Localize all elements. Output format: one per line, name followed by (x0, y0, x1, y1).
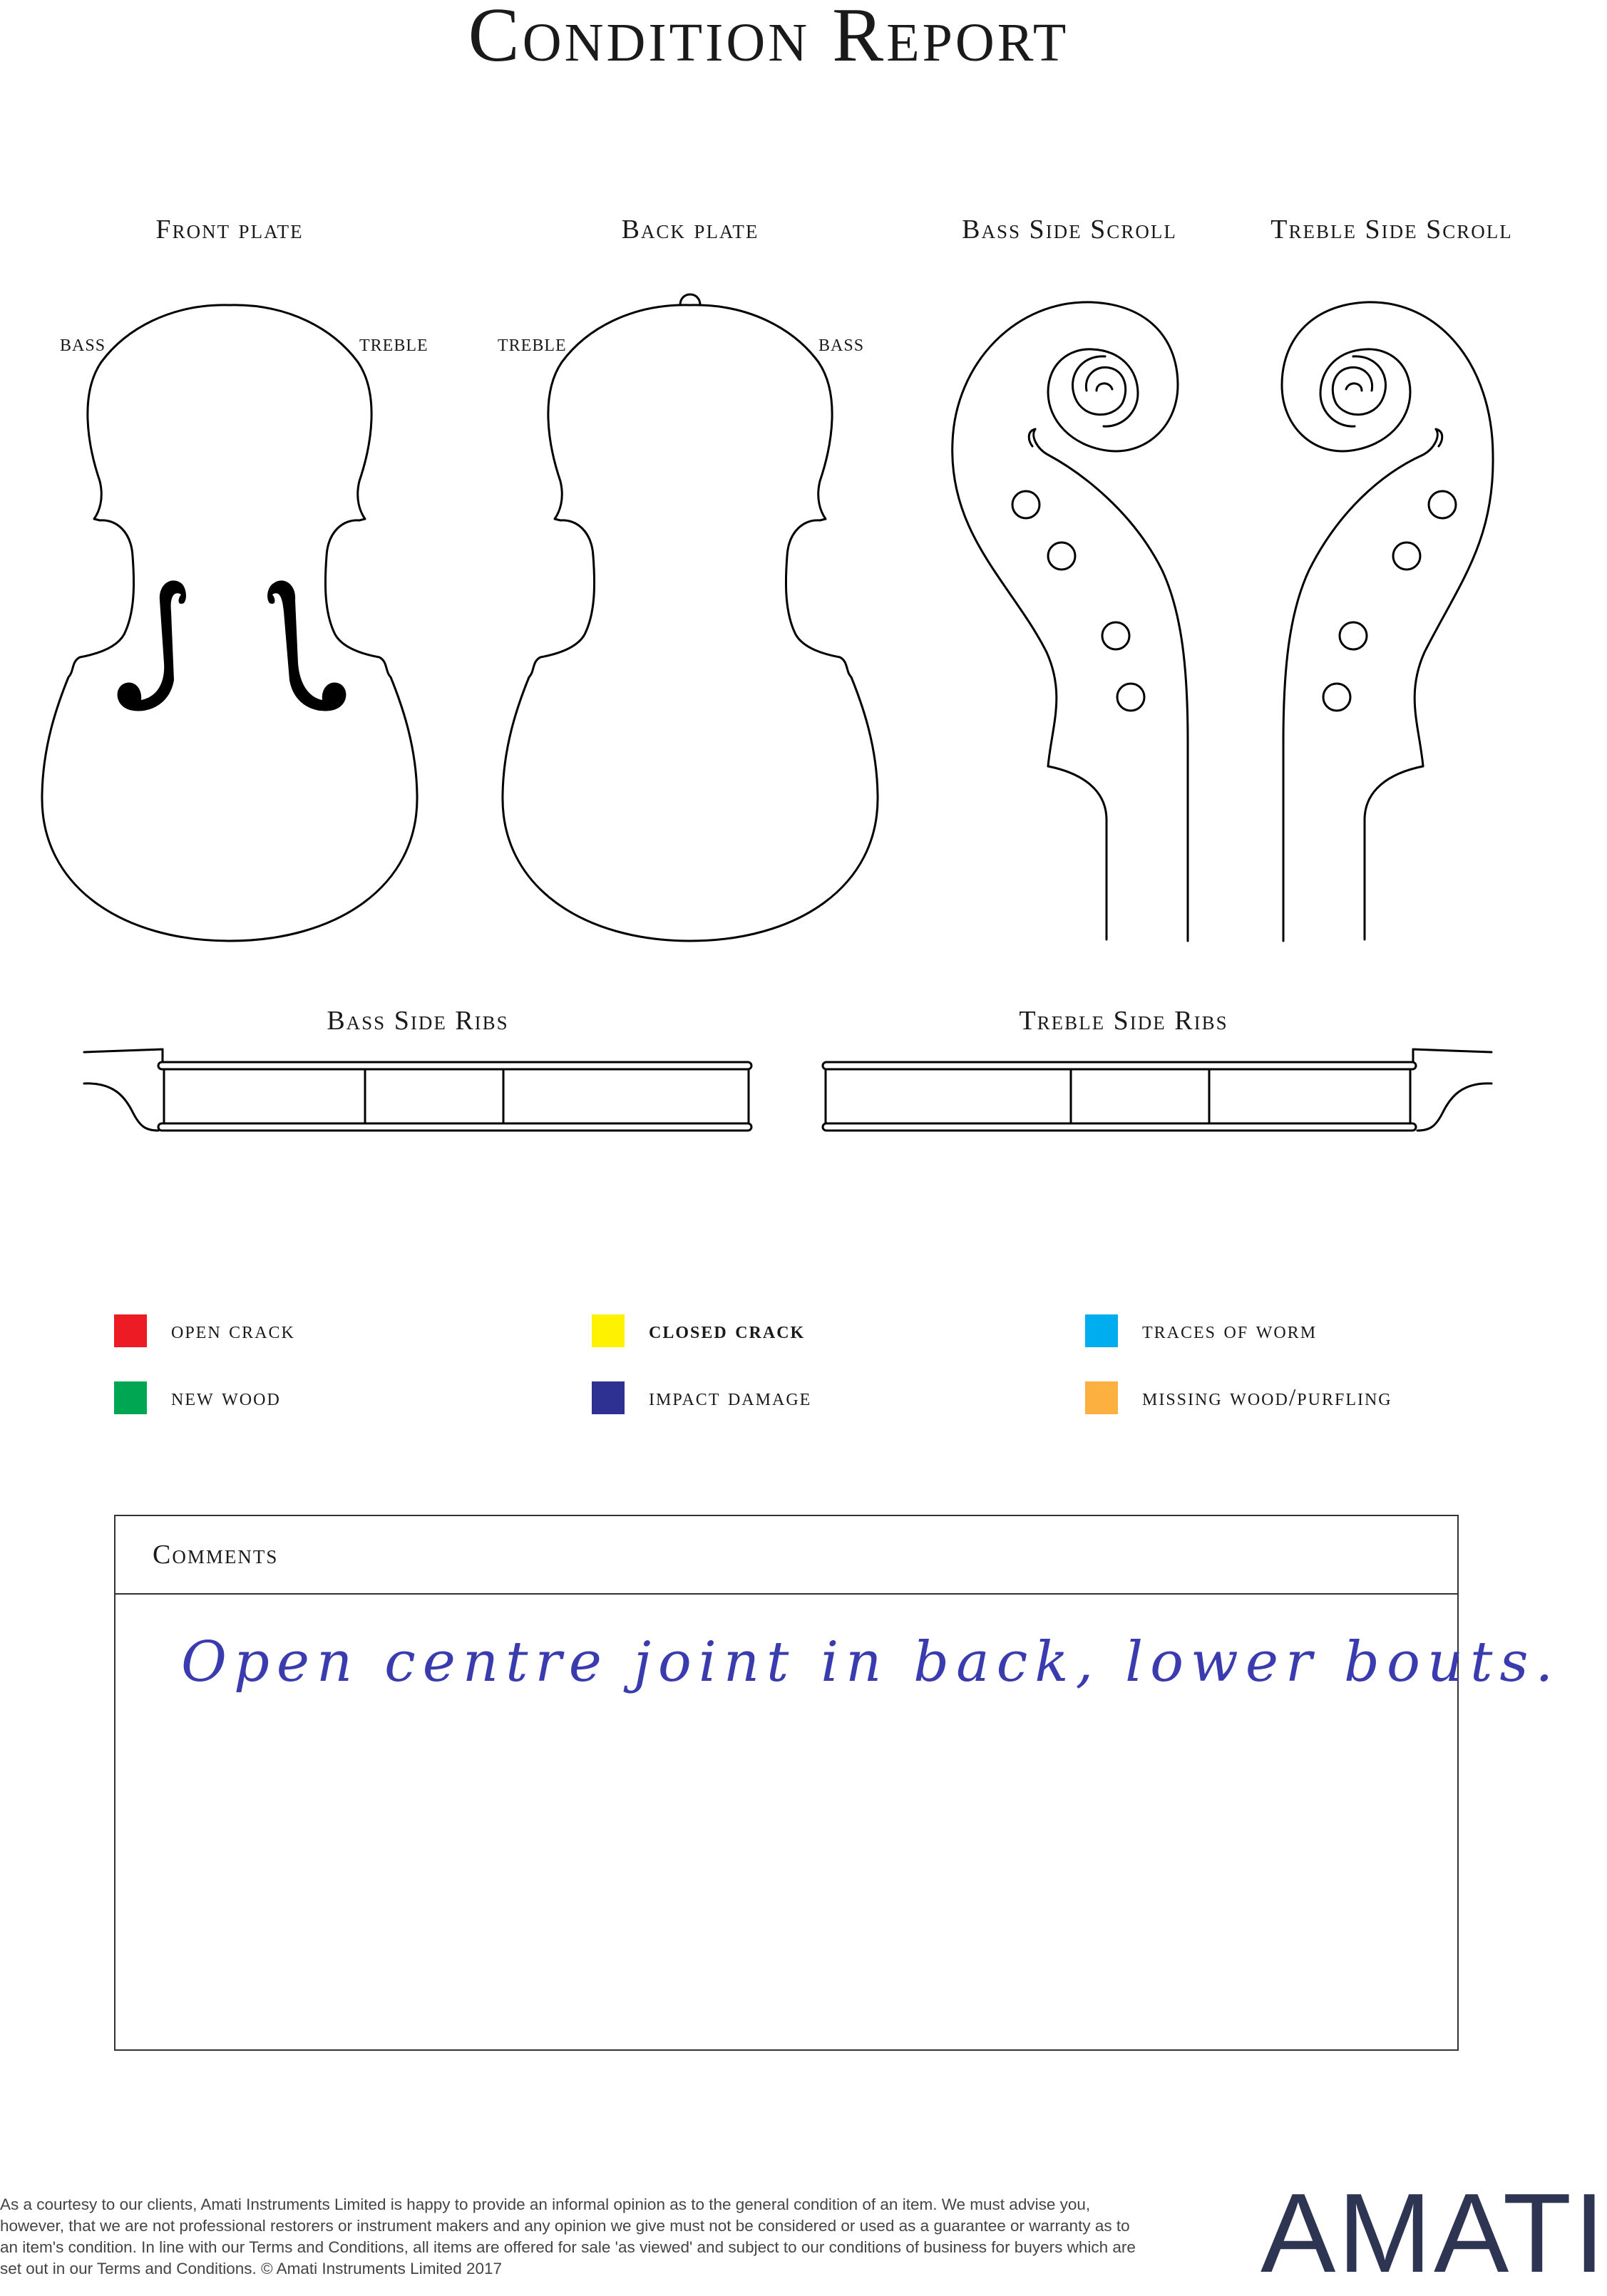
legend-item-new-wood (114, 1381, 281, 1414)
legend-item-open-crack (114, 1314, 295, 1347)
heading-back-plate: Back plate (621, 215, 759, 244)
treble-side-scroll-drawing (1282, 302, 1493, 941)
bass-side-ribs-drawing (84, 1049, 751, 1131)
legend-item-missing-wood-purfling (1085, 1381, 1392, 1414)
legend-swatch-missing-wood-purfling (1085, 1381, 1118, 1414)
back-plate-outline (503, 305, 878, 941)
legend-label-closed-crack: closed crack (649, 1317, 806, 1344)
comments-text[interactable]: Open centre joint in back, lower bouts. (181, 1630, 1561, 1694)
legend-label-open-crack: open crack (171, 1317, 295, 1344)
heading-treble-side-scroll: Treble Side Scroll (1270, 215, 1513, 244)
front-plate-outline (42, 305, 417, 941)
front-plate-left-label: BASS (60, 336, 106, 355)
legend-swatch-new-wood (114, 1381, 147, 1414)
f-holes (118, 580, 346, 711)
page-title: Condition Report (468, 0, 1069, 78)
legend-swatch-traces-of-worm (1085, 1314, 1118, 1347)
comments-box (114, 1515, 1561, 2051)
legend-label-impact-damage: impact damage (649, 1384, 812, 1411)
disclaimer-text: As a courtesy to our clients, Amati Instruments Limited is happy to provide an informal opinion as to the general condition of an item. We must advise you, however, that we are not professional restorers or instrument makers and any opinion we give must not be considered or used as a guarantee or warranty as to an item's condition. In line with our Terms and Conditions, all items are offered for sale 'as viewed' and subject to our conditions of business for buyers which are set out in our Terms and Conditions. © Amati Instruments Limited 2017 (0, 2195, 1136, 2277)
legend-item-impact-damage (592, 1381, 811, 1414)
heading-bass-side-ribs: Bass Side Ribs (327, 1006, 509, 1036)
bass-side-scroll-drawing (953, 302, 1188, 941)
legend-label-new-wood: new wood (171, 1384, 281, 1411)
f-hole-treble (267, 580, 346, 711)
heading-treble-side-ribs: Treble Side Ribs (1019, 1006, 1228, 1036)
legend-swatch-impact-damage (592, 1381, 625, 1414)
heading-front-plate: Front plate (155, 215, 304, 244)
back-plate-left-label: TREBLE (498, 336, 567, 355)
back-plate-button (680, 294, 700, 305)
f-hole-bass (118, 580, 186, 711)
violin-diagrams (0, 0, 1537, 1155)
legend-item-traces-of-worm (1085, 1314, 1317, 1347)
comments-heading: Comments (115, 1516, 1457, 1595)
legend-swatch-closed-crack (592, 1314, 625, 1347)
heading-bass-side-scroll: Bass Side Scroll (962, 215, 1177, 244)
back-plate-right-label: BASS (818, 336, 865, 355)
legend-swatch-open-crack (114, 1314, 147, 1347)
amati-logo: AMATI (1261, 2171, 1607, 2296)
legend-label-traces-of-worm: traces of worm (1142, 1317, 1318, 1344)
legend-item-closed-crack (592, 1314, 805, 1347)
legend-label-missing-wood-purfling: missing wood/purfling (1142, 1384, 1392, 1411)
treble-side-ribs-drawing (823, 1049, 1492, 1131)
front-plate-right-label: TREBLE (359, 336, 428, 355)
